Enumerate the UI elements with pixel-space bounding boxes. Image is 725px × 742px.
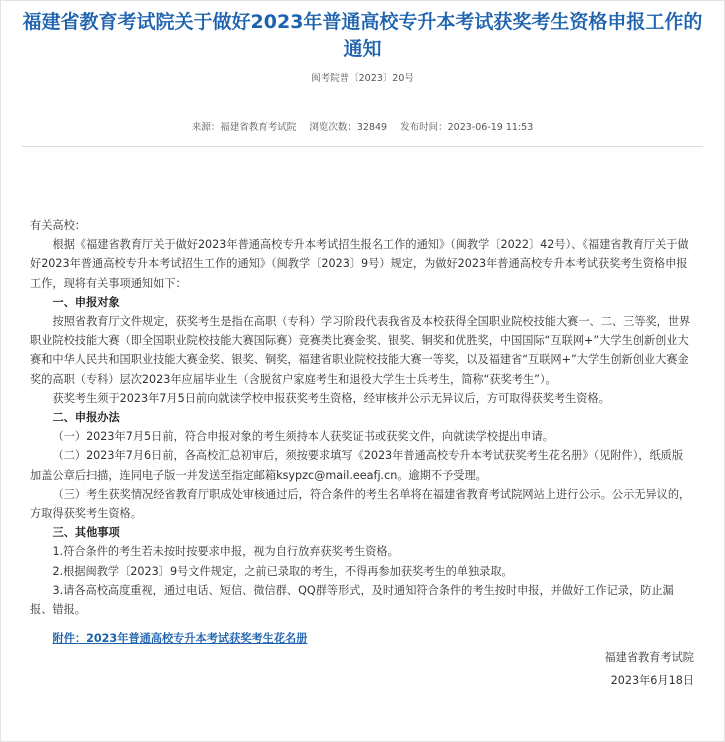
views-info: [309, 122, 387, 133]
views-label: 浏览次数：: [309, 122, 357, 133]
publish-time: 2023-06-19 11:53: [447, 122, 534, 133]
paragraph: 2.根据闽教学〔2023〕9号文件规定，之前已录取的考生，不得再参加获奖考生的单独录取。: [52, 564, 513, 578]
page-title: 福建省教育考试院关于做好2023年普通高校专升本考试获奖考生资格申报工作的通知: [22, 11, 703, 60]
paragraph: 获奖考生须于2023年7月5日前向就读学校申报获奖考生资格，经审核并公示无异议后，方可取得获奖考生资格。: [52, 391, 610, 405]
attachment-row: [30, 629, 694, 648]
signature: 福建省教育考试院: [604, 651, 694, 665]
paragraph: 1.符合条件的考生若未按时按要求申报，视为自行放弃获奖考生资格。: [52, 545, 399, 559]
publish-time-info: [400, 122, 533, 133]
section-heading-3: 三、其他事项: [52, 526, 120, 540]
views-count: 32849: [356, 122, 388, 133]
paragraph: （一）2023年7月5日前，符合申报对象的考生须持本人获奖证书或获奖文件，向就读学校提出申请。: [52, 430, 554, 444]
paragraph: （三）考生获奖情况经省教育厅职成处审核通过后，符合条件的考生名单将在福建省教育考试院网站上进行公示。公示无异议的，方取得获奖考生资格。: [30, 487, 691, 521]
paragraph: 3.请各高校高度重视，通过电话、短信、微信群、QQ群等形式，及时通知符合条件的考生按时申报，并做好工作记录，防止漏报、错报。: [30, 583, 674, 617]
document-number: 闽考院普〔2023〕20号: [311, 73, 414, 84]
source-label: 来源：: [191, 122, 221, 133]
sign-date: 2023年6月18日: [610, 673, 694, 687]
article-meta: [0, 119, 725, 133]
paragraph: （二）2023年7月6日前，各高校汇总初审后，须按要求填写《2023年普通高校专升本考试获奖考生花名册》（见附件），纸质版加盖公章后扫描，连同电子版一并发送至指定邮箱ksypzc@mail.eeafj.cn。逾期不予受理。: [30, 449, 684, 482]
meta-divider: [22, 146, 703, 147]
section-heading-1: 一、申报对象: [52, 295, 120, 309]
article-body: [30, 216, 694, 690]
section-heading-2: 二、申报办法: [52, 411, 120, 425]
paragraph: 按照省教育厅文件规定，获奖考生是指在高职（专科）学习阶段代表我省及本校获得全国职业院校技能大赛一、二、三等奖，世界职业院校技能大赛（即全国职业院校技能大赛国际赛）竞赛类比赛金奖、银奖、铜奖和优胜奖，中国国际“互联网+”大学生创新创业大赛和中华人民共和国职业技能大赛金奖、银奖、铜奖，福建省职业院校技能大赛一等奖，以及福建省“互联网+”大学生创新创业大赛金奖的高职（专科）层次2023年应届毕业生（含脱贫户家庭考生和退役大学生士兵考生，简称“获奖考生”）。: [30, 315, 691, 386]
source-value: 福建省教育考试院: [220, 122, 297, 133]
attachment-link[interactable]: 附件：2023年普通高校专升本考试获奖考生花名册: [52, 632, 308, 646]
source-info: [192, 122, 297, 133]
time-label: 发布时间：: [400, 122, 448, 133]
salutation: 有关高校：: [30, 219, 86, 232]
intro-paragraph: 根据《福建省教育厅关于做好2023年普通高校专升本考试招生报名工作的通知》（闽教学〔2022〕42号）、《福建省教育厅关于做好2023年普通高校专升本考试招生工作的通知》（闽教学〔2023〕9号）规定，为做好2023年普通高校专升本考试获奖考生资格申报工作，现将有关事项通知如下：: [30, 238, 689, 290]
